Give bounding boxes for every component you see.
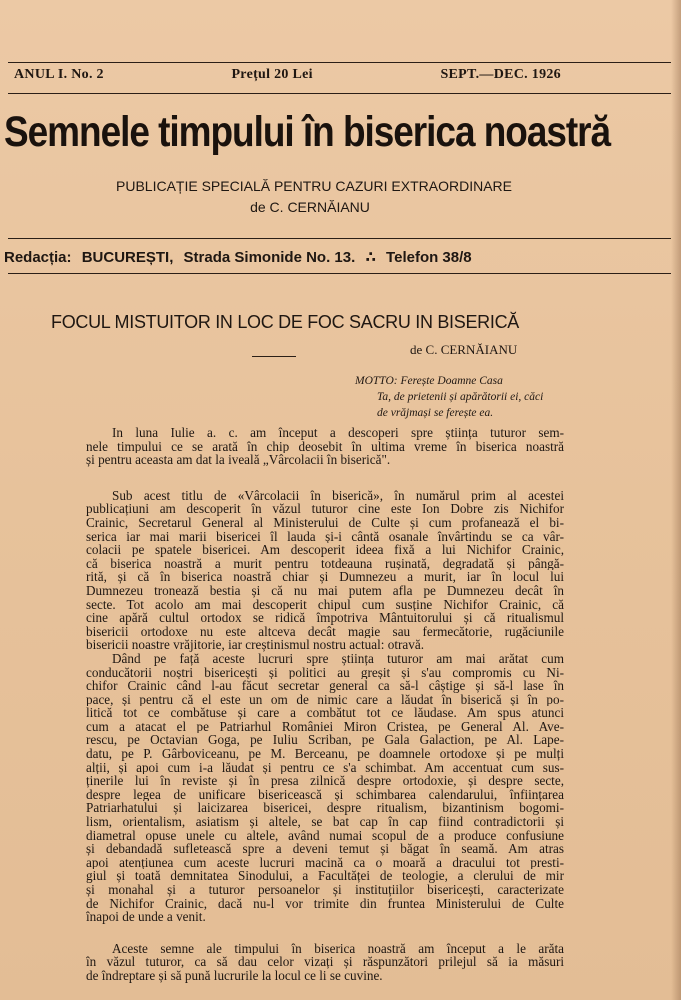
issue-date: SEPT.—DEC. 1926 [440, 67, 561, 82]
text-line: Crainic, Secretarul General al Ministerului de Culte și cum profanează el bi- [86, 515, 564, 530]
text-line: colacii pe spatele bisericei. Am descoperit ideea fixă a lui Nichifor Crainic, [86, 543, 564, 557]
editorial-phone: Telefon 38/8 [386, 249, 472, 266]
top-rule [8, 62, 671, 63]
text-line: secte. Tot acolo am mai descoperit chipul cum susține Nichifor Crainic, că [86, 597, 564, 612]
text-line: cum a atacat el pe Patriarhul României Miron Cristea, pe General Al. Ave- [86, 719, 564, 734]
text-line: Patriarhatului și laicizarea bisericei, despre ritualism, bizantinism bogomi- [86, 801, 564, 816]
text-line: pace, și pentru că el este un om de nimic care a lăudat în biserică și în po- [86, 692, 564, 707]
text-line: serica iar mai marii bisericei îl lauda și-i cântă osanale învârtindu se ca vâr- [86, 529, 564, 544]
text-line: înapoi de unde a venit. [86, 910, 206, 924]
editorial-separator: ∴ [365, 249, 376, 266]
text-line: giul și toată demnitatea Sinodului, a Facultăței de teologie, a clerului de mir [86, 869, 564, 883]
issue-line [14, 67, 561, 83]
text-line: chifor Crainic când l-au făcut secretar general ca să-l câștige și să-l lase în [86, 679, 564, 693]
editorial-address: Strada Simonide No. 13. [183, 249, 356, 266]
text-line: bisericii ortodoxe nu este altceva decât magie sau fermecătorie, rugăciunile [86, 624, 564, 639]
text-line: Dând pe față aceste lucruri spre știința tuturor am mai arătat cum [112, 651, 564, 666]
text-line: că biserica noastră a murit pentru totdeauna rușinată, degradată și pângă- [86, 556, 564, 571]
text-line: litică tot ce combătuse și care a combătut tot ce lăudase. Am spus atunci [86, 706, 564, 720]
masthead-author: de C. CERNĂIANU [250, 199, 370, 215]
text-line: diametral opuse unele cu altele, având numai scopul de a produce confusiune [86, 828, 564, 843]
text-line: apoi atențiunea cum aceste lucruri macină ca o moară a dracului tot presti- [86, 855, 564, 870]
text-line: de îndreptare și să pună lucrurile la locul ce li se cuvine. [86, 968, 383, 983]
editorial-label: Redacția: [4, 249, 72, 266]
text-line: de Nichifor Crainic, dacă nu-l vor trimite din fruntea Ministerului de Culte [86, 896, 564, 911]
paragraph-4 [86, 942, 564, 983]
text-line: nele timpului ce se arată în chip deosebit în ultima vreme în biserica noastră [86, 439, 564, 454]
text-line: datu, pe P. Gârboviceanu, pe M. Berceanu, pe doamnele ortodoxe și pe mulți [86, 747, 564, 761]
text-line: cine apără cultul ortodox se ridică împotriva Mântuitorului și că ritualismul [86, 611, 564, 625]
text-line: rită, și că în biserica noastră chiar și Dumnezeu a murit, iar în locul lui [86, 570, 564, 584]
editorial-city: BUCUREȘTI, [81, 249, 174, 266]
motto-line: Ta, de prietenii și apărătorii ei, căci [377, 391, 544, 403]
motto [355, 373, 565, 421]
text-line: și pentru aceasta am dat la iveală „Vârcolacii în biserică". [86, 453, 391, 467]
paragraph-3 [86, 652, 564, 924]
masthead-subtitle: PUBLICAȚIE SPECIALĂ PENTRU CAZURI EXTRAORDINARE [116, 178, 512, 194]
motto-line: MOTTO: Ferește Doamne Casa [355, 375, 503, 387]
editorial-line [4, 248, 564, 266]
text-line: ținerile lui în reviste și în presa zilnică despre ortodoxie, și despre secte, [86, 774, 564, 788]
paragraph-1 [86, 426, 564, 467]
editorial-rule-bottom [8, 273, 671, 274]
text-line: și debandadă sufletească spre a deveni temut și băgat în seamă. Am atras [86, 842, 564, 856]
issue-price: Prețul 20 Lei [231, 67, 313, 82]
title-divider [252, 356, 296, 357]
text-line: lism, orientalism, asiatism și altele, se bat cap în cap fiind contradictorii și [86, 815, 564, 829]
issue-number: ANUL I. No. 2 [14, 67, 104, 82]
paragraph-2 [86, 489, 564, 652]
text-line: rescu, pe Octavian Goga, pe Iuliu Scriban, pe Gala Galaction, pe Al. Lape- [86, 733, 564, 748]
text-line: Dumnezeu tronează bestia și că nu mai putem afla pe Dumnezeu decât în [86, 583, 564, 598]
text-line: în văzul tuturor, ca să dau celor vizați și răspunzători prilejul să ia măsuri [86, 955, 564, 969]
text-line: bisericii noastre vrăjitorie, iar creștinismul nostru actual: otravă. [86, 638, 425, 652]
editorial-rule-top [8, 238, 671, 239]
text-line: alții, și apoi cum i-a lăudat și pentru ce s'a schimbat. Am accentuat cum sus- [86, 760, 564, 775]
issue-rule [8, 93, 671, 94]
text-line: și monahal și a tuturor persoanelor și instituțiilor bisericești, caracterizate [86, 883, 564, 897]
text-line: In luna Iulie a. c. am început a descoperi spre știința tuturor sem- [112, 426, 564, 440]
article-body [86, 426, 564, 993]
text-line: Aceste semne ale timpului în biserica noastră am început a le arăta [112, 941, 564, 956]
text-line: despre legea de unificare bisericească și schimbarea calendarului, înființarea [86, 787, 564, 802]
article-title: FOCUL MISTUITOR IN LOC DE FOC SACRU IN BISERICĂ [51, 312, 519, 332]
article-author: de C. CERNĂIANU [410, 342, 518, 357]
masthead-title: Semnele timpului în biserica noastră [4, 108, 611, 156]
motto-line: de vrăjmași se ferește ea. [377, 407, 494, 419]
text-line: publicațiuni am descoperit în văzul tuturor cine este Ion Dobre zis Nichifor [86, 502, 564, 516]
text-line: Sub acest titlu de «Vârcolacii în biserică», în numărul prim al acestei [112, 488, 564, 503]
text-line: conducătorii noștri bisericești și politici au greșit și s'au compromis cu Ni- [86, 665, 564, 680]
